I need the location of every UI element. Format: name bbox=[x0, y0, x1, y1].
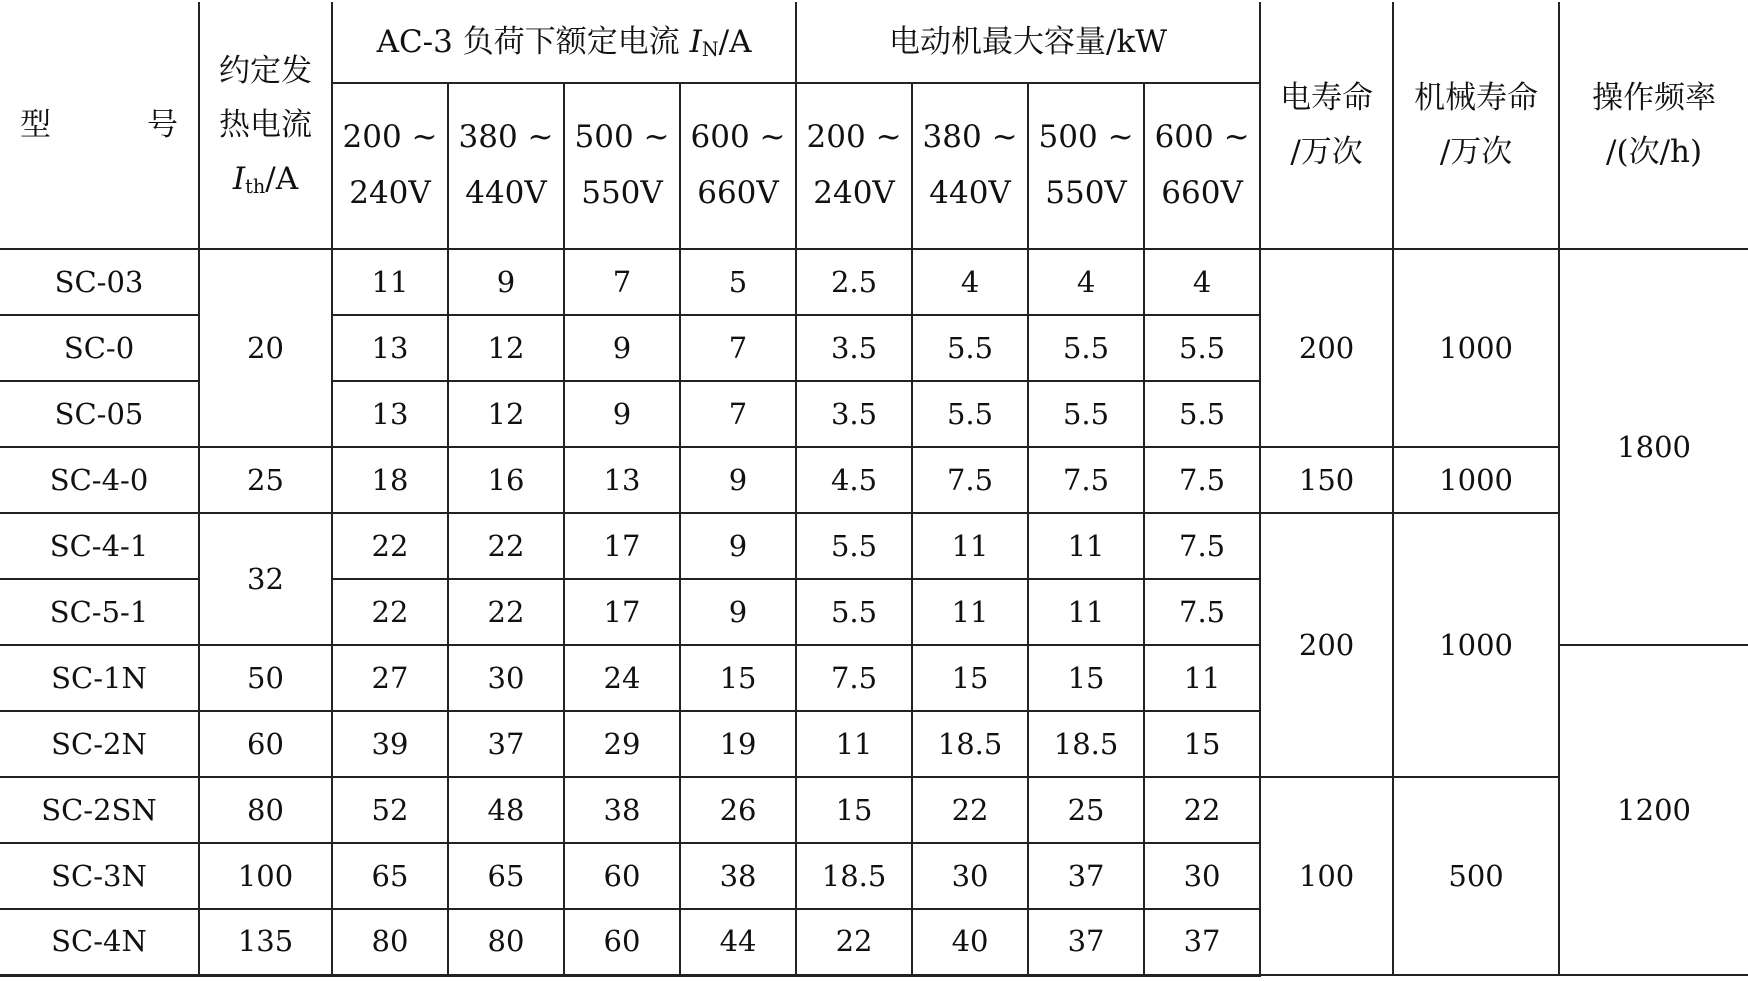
power-cell: 40 bbox=[912, 909, 1028, 975]
frequency-cell: 1200 bbox=[1559, 645, 1748, 975]
current-cell: 5 bbox=[680, 249, 796, 315]
power-cell: 7.5 bbox=[1144, 513, 1260, 579]
current-cell: 60 bbox=[564, 909, 680, 975]
mechanical-life-cell: 500 bbox=[1393, 777, 1559, 975]
power-cell: 30 bbox=[912, 843, 1028, 909]
power-cell: 11 bbox=[912, 513, 1028, 579]
current-cell: 9 bbox=[680, 579, 796, 645]
power-cell: 15 bbox=[1028, 645, 1144, 711]
power-cell: 11 bbox=[1028, 513, 1144, 579]
electrical-life-cell: 150 bbox=[1260, 447, 1393, 513]
header-voltage-range: 600 ~ 660V bbox=[680, 83, 796, 249]
header-voltage-range: 600 ~ 660V bbox=[1144, 83, 1260, 249]
current-cell: 7 bbox=[680, 315, 796, 381]
current-cell: 44 bbox=[680, 909, 796, 975]
power-cell: 11 bbox=[1144, 645, 1260, 711]
power-cell: 18.5 bbox=[912, 711, 1028, 777]
current-cell: 39 bbox=[332, 711, 448, 777]
frequency-cell: 1800 bbox=[1559, 249, 1748, 645]
power-cell: 15 bbox=[1144, 711, 1260, 777]
header-thermal-current bbox=[199, 2, 332, 249]
current-cell: 13 bbox=[332, 381, 448, 447]
power-cell: 7.5 bbox=[1144, 447, 1260, 513]
power-cell: 2.5 bbox=[796, 249, 912, 315]
current-cell: 65 bbox=[448, 843, 564, 909]
current-cell: 29 bbox=[564, 711, 680, 777]
mechanical-life-cell: 1000 bbox=[1393, 447, 1559, 513]
model-cell: SC-1N bbox=[0, 645, 199, 711]
model-cell: SC-4N bbox=[0, 909, 199, 975]
current-cell: 48 bbox=[448, 777, 564, 843]
header-voltage-range: 500 ~ 550V bbox=[1028, 83, 1144, 249]
ith-cell: 80 bbox=[199, 777, 332, 843]
ith-cell: 60 bbox=[199, 711, 332, 777]
header-voltage-range: 500 ~ 550V bbox=[564, 83, 680, 249]
header-model bbox=[0, 2, 199, 249]
header-voltage-range: 200 ~ 240V bbox=[332, 83, 448, 249]
current-cell: 13 bbox=[332, 315, 448, 381]
mechanical-life-cell: 1000 bbox=[1393, 513, 1559, 777]
ith-cell: 50 bbox=[199, 645, 332, 711]
power-cell: 5.5 bbox=[1144, 381, 1260, 447]
power-cell: 15 bbox=[912, 645, 1028, 711]
power-cell: 22 bbox=[1144, 777, 1260, 843]
power-cell: 15 bbox=[796, 777, 912, 843]
header-mechanical-life: 机械寿命 /万次 bbox=[1393, 2, 1559, 249]
current-cell: 22 bbox=[332, 513, 448, 579]
ith-cell: 100 bbox=[199, 843, 332, 909]
current-cell: 22 bbox=[448, 579, 564, 645]
header-thermal-unit: $I_{th}/A$ bbox=[232, 161, 299, 199]
header-voltage-range: 380 ~ 440V bbox=[448, 83, 564, 249]
power-cell: 7.5 bbox=[1028, 447, 1144, 513]
model-cell: SC-3N bbox=[0, 843, 199, 909]
ith-cell: 20 bbox=[199, 249, 332, 447]
table-row bbox=[0, 249, 1748, 315]
current-cell: 24 bbox=[564, 645, 680, 711]
power-cell: 5.5 bbox=[796, 513, 912, 579]
current-cell: 7 bbox=[680, 381, 796, 447]
current-cell: 9 bbox=[564, 315, 680, 381]
current-cell: 17 bbox=[564, 513, 680, 579]
power-cell: 3.5 bbox=[796, 315, 912, 381]
current-cell: 17 bbox=[564, 579, 680, 645]
header-thermal-line2: 热电流 bbox=[219, 106, 312, 143]
table-row bbox=[0, 447, 1748, 513]
current-cell: 22 bbox=[332, 579, 448, 645]
model-cell: SC-2N bbox=[0, 711, 199, 777]
ith-cell: 135 bbox=[199, 909, 332, 975]
current-cell: 22 bbox=[448, 513, 564, 579]
electrical-life-cell: 100 bbox=[1260, 777, 1393, 975]
current-cell: 27 bbox=[332, 645, 448, 711]
power-cell: 22 bbox=[796, 909, 912, 975]
power-cell: 3.5 bbox=[796, 381, 912, 447]
model-cell: SC-4-1 bbox=[0, 513, 199, 579]
electrical-life-cell: 200 bbox=[1260, 513, 1393, 777]
power-cell: 22 bbox=[912, 777, 1028, 843]
power-cell: 5.5 bbox=[1028, 315, 1144, 381]
power-cell: 5.5 bbox=[1028, 381, 1144, 447]
current-cell: 26 bbox=[680, 777, 796, 843]
current-cell: 38 bbox=[680, 843, 796, 909]
current-cell: 9 bbox=[680, 447, 796, 513]
current-cell: 52 bbox=[332, 777, 448, 843]
current-cell: 9 bbox=[448, 249, 564, 315]
header-thermal-line1: 约定发 bbox=[219, 52, 312, 89]
power-cell: 5.5 bbox=[1144, 315, 1260, 381]
current-cell: 11 bbox=[332, 249, 448, 315]
power-cell: 25 bbox=[1028, 777, 1144, 843]
model-cell: SC-03 bbox=[0, 249, 199, 315]
power-cell: 30 bbox=[1144, 843, 1260, 909]
header-operation-frequency: 操作频率 /(次/h) bbox=[1559, 2, 1748, 249]
header-model-char1: 型 bbox=[20, 106, 51, 143]
power-cell: 37 bbox=[1144, 909, 1260, 975]
current-cell: 38 bbox=[564, 777, 680, 843]
table-row bbox=[0, 777, 1748, 843]
power-cell: 7.5 bbox=[912, 447, 1028, 513]
power-cell: 4 bbox=[1028, 249, 1144, 315]
current-cell: 80 bbox=[332, 909, 448, 975]
current-cell: 12 bbox=[448, 315, 564, 381]
model-cell: SC-0 bbox=[0, 315, 199, 381]
current-cell: 9 bbox=[680, 513, 796, 579]
current-cell: 19 bbox=[680, 711, 796, 777]
contactor-spec-table bbox=[0, 2, 1748, 977]
header-voltage-range: 200 ~ 240V bbox=[796, 83, 912, 249]
header-model-char2: 号 bbox=[147, 106, 178, 143]
power-cell: 11 bbox=[912, 579, 1028, 645]
power-cell: 37 bbox=[1028, 843, 1144, 909]
model-cell: SC-05 bbox=[0, 381, 199, 447]
power-cell: 5.5 bbox=[796, 579, 912, 645]
current-cell: 37 bbox=[448, 711, 564, 777]
header-voltage-range: 380 ~ 440V bbox=[912, 83, 1028, 249]
power-cell: 7.5 bbox=[1144, 579, 1260, 645]
model-cell: SC-5-1 bbox=[0, 579, 199, 645]
ith-cell: 25 bbox=[199, 447, 332, 513]
current-cell: 60 bbox=[564, 843, 680, 909]
power-cell: 11 bbox=[796, 711, 912, 777]
current-cell: 13 bbox=[564, 447, 680, 513]
power-cell: 5.5 bbox=[912, 381, 1028, 447]
power-cell: 4 bbox=[1144, 249, 1260, 315]
current-cell: 9 bbox=[564, 381, 680, 447]
power-cell: 4.5 bbox=[796, 447, 912, 513]
electrical-life-cell: 200 bbox=[1260, 249, 1393, 447]
table-row bbox=[0, 513, 1748, 579]
current-cell: 18 bbox=[332, 447, 448, 513]
model-cell: SC-4-0 bbox=[0, 447, 199, 513]
power-cell: 7.5 bbox=[796, 645, 912, 711]
current-cell: 16 bbox=[448, 447, 564, 513]
ith-cell: 32 bbox=[199, 513, 332, 645]
power-cell: 18.5 bbox=[1028, 711, 1144, 777]
power-cell: 11 bbox=[1028, 579, 1144, 645]
header-electrical-life: 电寿命 /万次 bbox=[1260, 2, 1393, 249]
current-cell: 80 bbox=[448, 909, 564, 975]
current-cell: 7 bbox=[564, 249, 680, 315]
header-rated-current: AC-3 负荷下额定电流 $I_N/A$ bbox=[332, 2, 796, 83]
power-cell: 4 bbox=[912, 249, 1028, 315]
current-cell: 30 bbox=[448, 645, 564, 711]
power-cell: 5.5 bbox=[912, 315, 1028, 381]
model-cell: SC-2SN bbox=[0, 777, 199, 843]
current-cell: 65 bbox=[332, 843, 448, 909]
current-cell: 15 bbox=[680, 645, 796, 711]
current-cell: 12 bbox=[448, 381, 564, 447]
header-motor-capacity: 电动机最大容量/kW bbox=[796, 2, 1260, 83]
mechanical-life-cell: 1000 bbox=[1393, 249, 1559, 447]
power-cell: 18.5 bbox=[796, 843, 912, 909]
power-cell: 37 bbox=[1028, 909, 1144, 975]
